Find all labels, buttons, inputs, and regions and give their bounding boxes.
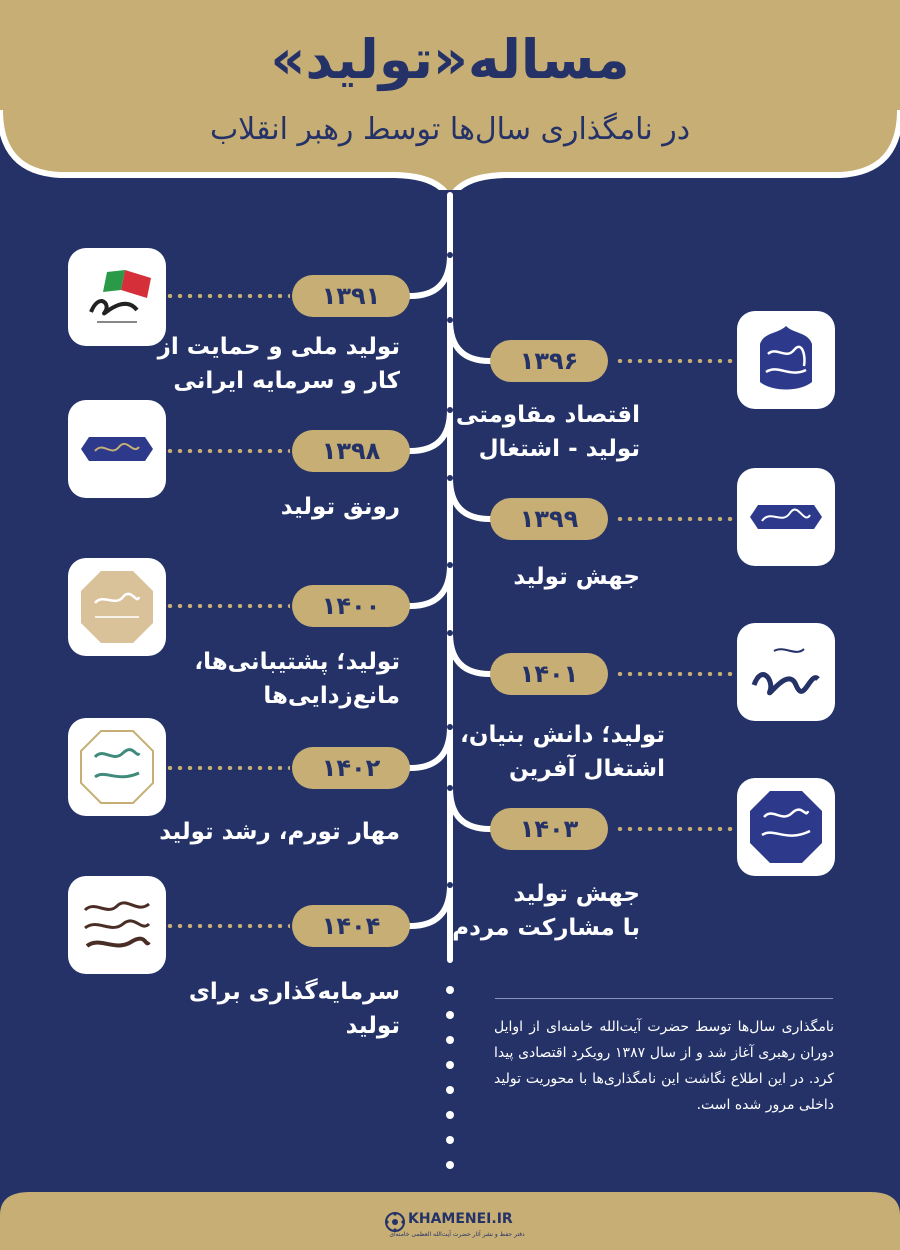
year-pill-1399: ۱۳۹۹: [490, 498, 608, 540]
footer-brand: KHAMENEI.IR: [408, 1211, 513, 1227]
calligraphy-octagon-gold-icon: [77, 567, 157, 647]
year-pill-1400: ۱۴۰۰: [292, 585, 410, 627]
year-caption-1396: اقتصاد مقاومتی تولید - اشتغال: [455, 402, 640, 462]
calligraphy-octagon-green-icon: [77, 727, 157, 807]
year-caption-1399: جهش تولید: [513, 564, 640, 590]
year-logo-1401: [737, 623, 835, 721]
dotted-connector: [615, 359, 740, 363]
calligraphy-brown-icon: [75, 888, 159, 962]
calligraphy-octagon-blue-icon: [746, 787, 826, 867]
year-logo-1404: [68, 876, 166, 974]
dotted-connector: [615, 672, 740, 676]
year-caption-1403: جهش تولید با مشارکت مردم: [452, 881, 640, 941]
year-pill-1402: ۱۴۰۲: [292, 747, 410, 789]
page-title: مساله«تولید»: [270, 28, 630, 91]
year-logo-1399: [737, 468, 835, 566]
dotted-connector: [165, 604, 290, 608]
toolid-calligraphy-icon: [744, 635, 828, 709]
year-caption-1401: تولید؛ دانش بنیان، اشتغال آفرین: [460, 722, 665, 782]
year-logo-1396: [737, 311, 835, 409]
year-caption-1402: مهار تورم، رشد تولید: [159, 819, 400, 845]
calligraphy-emblem-blue-icon: [746, 320, 826, 400]
dotted-connector: [165, 924, 290, 928]
year-pill-1398: ۱۳۹۸: [292, 430, 410, 472]
year-caption-1404: سرمایه‌گذاری برای تولید: [188, 979, 400, 1039]
page-subtitle: در نامگذاری سال‌ها توسط رهبر انقلاب: [209, 112, 691, 147]
footer-logo: [380, 1207, 530, 1247]
year-pill-1401: ۱۴۰۱: [490, 653, 608, 695]
year-logo-1403: [737, 778, 835, 876]
year-logo-1400: [68, 558, 166, 656]
calligraphy-banner-icon: [75, 429, 159, 469]
dotted-connector: [615, 827, 740, 831]
year-logo-1398: [68, 400, 166, 498]
year-caption-1400: تولید؛ پشتیبانی‌ها، مانع‌زدایی‌ها: [194, 649, 400, 709]
year-pill-1403: ۱۴۰۳: [490, 808, 608, 850]
year-logo-1402: [68, 718, 166, 816]
dotted-connector: [615, 517, 740, 521]
year-caption-1391: تولید ملی و حمایت از کار و سرمایه ایرانی: [157, 334, 400, 394]
year-pill-1391: ۱۳۹۱: [292, 275, 410, 317]
calligraphy-banner-icon: [744, 497, 828, 537]
note-divider: [495, 998, 833, 999]
year-pill-1404: ۱۴۰۴: [292, 905, 410, 947]
dotted-connector: [165, 449, 290, 453]
year-caption-1398: رونق تولید: [280, 494, 400, 520]
khamenei-ir-logo-icon: [384, 1211, 406, 1233]
note-text: نامگذاری سال‌ها توسط حضرت آیت‌الله خامنه‌ای از اوایل دوران رهبری آغاز شد و از سال ۱۳۸۷ رویکرد اقتصادی پیدا کرد. در این اطلاع نگاشت این نامگذاری‌ها با محوریت تولید داخلی مرور شده است.: [494, 1019, 834, 1113]
year-pill-1396: ۱۳۹۶: [490, 340, 608, 382]
dotted-connector: [165, 766, 290, 770]
footer-tagline: دفتر حفظ و نشر آثار حضرت آیت‌الله العظمی خامنه‌ای: [389, 1231, 525, 1238]
toolid-calligraphy-flag-icon: [77, 262, 157, 332]
dotted-connector: [165, 294, 290, 298]
